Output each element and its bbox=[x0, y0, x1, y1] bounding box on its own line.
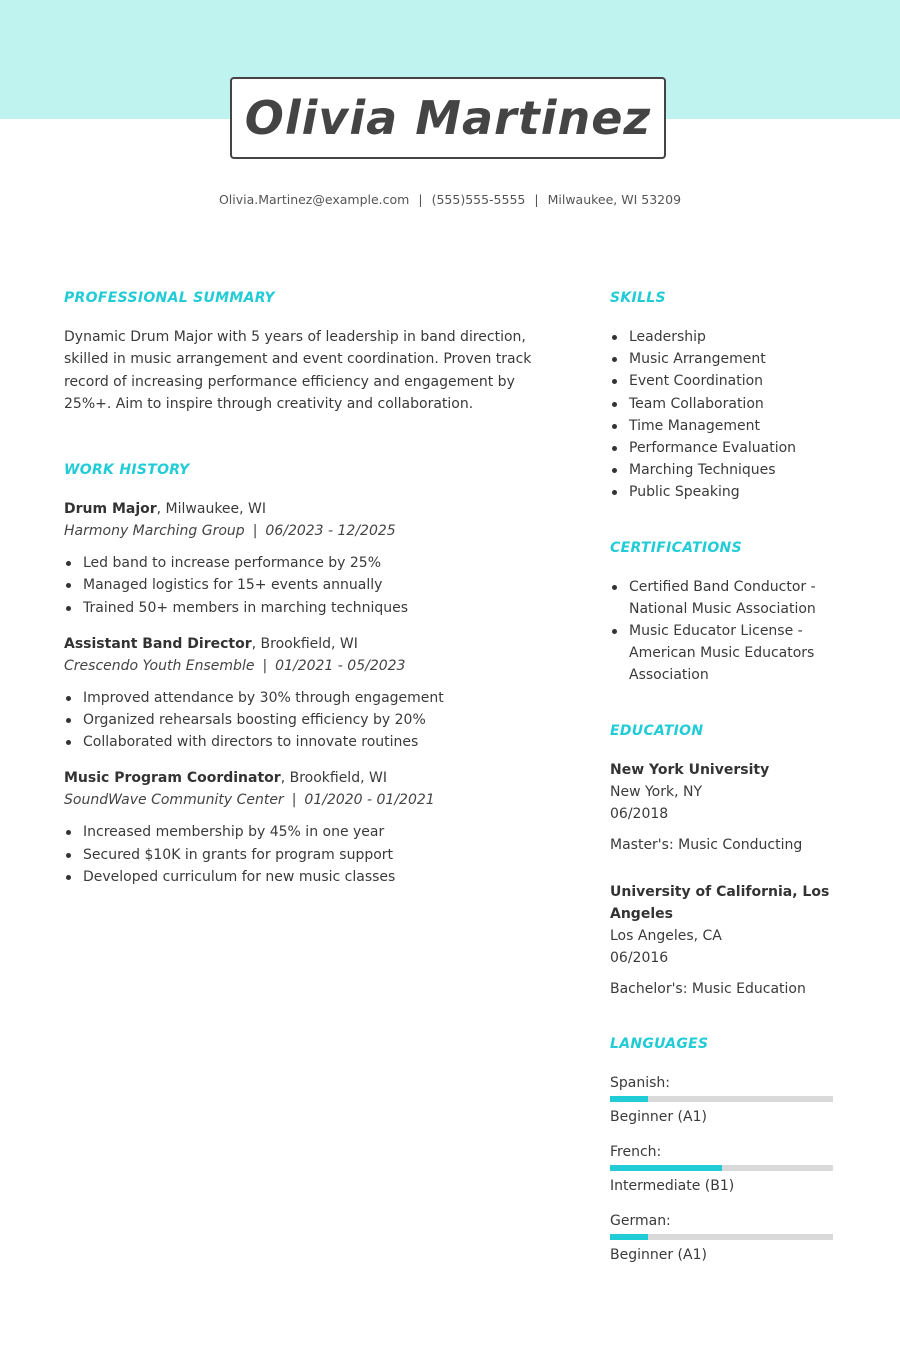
list-item: Public Speaking bbox=[610, 481, 840, 503]
main-column bbox=[64, 290, 554, 888]
education-heading: EDUCATION bbox=[610, 722, 704, 739]
job-bullets bbox=[64, 687, 554, 754]
job-bullets bbox=[64, 552, 554, 619]
list-item: Organized rehearsals boosting efficiency by 20% bbox=[64, 709, 554, 731]
job-dates: 01/2021 - 05/2023 bbox=[275, 657, 406, 674]
job-entry bbox=[64, 498, 554, 619]
education-entry bbox=[610, 881, 840, 1000]
job-dates: 06/2023 - 12/2025 bbox=[265, 523, 396, 540]
contact-email[interactable]: Olivia.Martinez@example.com bbox=[218, 192, 410, 207]
language-level: Beginner (A1) bbox=[610, 1108, 707, 1125]
contact-phone[interactable]: (555)555-5555 bbox=[431, 192, 526, 207]
list-item: Music Arrangement bbox=[610, 348, 840, 370]
sidebar-column bbox=[610, 290, 840, 1266]
school-location: New York, NY bbox=[610, 783, 703, 800]
job-entry bbox=[64, 633, 554, 754]
list-item: Music Educator License - American Music Educators Association bbox=[610, 620, 840, 687]
job-separator: | bbox=[291, 792, 297, 809]
certifications-section bbox=[610, 540, 840, 687]
contact-separator: | bbox=[534, 192, 539, 207]
languages-heading: LANGUAGES bbox=[610, 1035, 709, 1052]
job-company: Harmony Marching Group bbox=[64, 523, 245, 540]
list-item: Collaborated with directors to innovate routines bbox=[64, 731, 554, 753]
language-name: Spanish: bbox=[610, 1074, 670, 1091]
summary-text: Dynamic Drum Major with 5 years of leadership in band direction, skilled in music arrangement and event coordination. Proven track record of increasing performance efficiency and engagement by 25%+. Aim to inspire through creativity and collaboration. bbox=[64, 329, 532, 412]
job-bullets bbox=[64, 821, 554, 888]
language-proficiency-bar bbox=[610, 1234, 833, 1240]
language-name: German: bbox=[610, 1212, 671, 1229]
language-entry bbox=[610, 1210, 840, 1266]
certifications-list bbox=[610, 576, 840, 687]
list-item: Developed curriculum for new music classes bbox=[64, 866, 554, 888]
degree: Master's: Music Conducting bbox=[610, 836, 803, 853]
skills-list bbox=[610, 326, 840, 504]
language-entry bbox=[610, 1141, 840, 1197]
list-item: Improved attendance by 30% through engagement bbox=[64, 687, 554, 709]
contact-separator: | bbox=[418, 192, 423, 207]
languages-section bbox=[610, 1036, 840, 1266]
language-level: Beginner (A1) bbox=[610, 1246, 707, 1263]
degree: Bachelor's: Music Education bbox=[610, 980, 806, 997]
list-item: Leadership bbox=[610, 326, 840, 348]
list-item: Event Coordination bbox=[610, 370, 840, 392]
graduation-date: 06/2018 bbox=[610, 805, 669, 822]
language-proficiency-fill bbox=[610, 1234, 648, 1240]
list-item: Secured $10K in grants for program support bbox=[64, 844, 554, 866]
job-separator: | bbox=[252, 523, 258, 540]
language-proficiency-fill bbox=[610, 1096, 648, 1102]
list-item: Led band to increase performance by 25% bbox=[64, 552, 554, 574]
school-location: Los Angeles, CA bbox=[610, 927, 722, 944]
graduation-date: 06/2016 bbox=[610, 949, 669, 966]
job-entry bbox=[64, 767, 554, 888]
language-level: Intermediate (B1) bbox=[610, 1177, 735, 1194]
summary-section bbox=[64, 290, 554, 415]
candidate-name: Olivia Martinez bbox=[244, 91, 652, 145]
education-entry bbox=[610, 759, 840, 856]
language-entry bbox=[610, 1072, 840, 1128]
list-item: Certified Band Conductor - National Music Association bbox=[610, 576, 840, 620]
job-location: , Milwaukee, WI bbox=[156, 501, 267, 518]
language-proficiency-fill bbox=[610, 1165, 722, 1171]
job-location: , Brookfield, WI bbox=[280, 770, 387, 787]
list-item: Team Collaboration bbox=[610, 393, 840, 415]
language-proficiency-bar bbox=[610, 1096, 833, 1102]
school-name: University of California, Los Angeles bbox=[610, 883, 830, 922]
work-history-heading: WORK HISTORY bbox=[64, 462, 190, 479]
job-dates: 01/2020 - 01/2021 bbox=[304, 792, 435, 809]
language-name: French: bbox=[610, 1143, 662, 1160]
job-company: SoundWave Community Center bbox=[64, 792, 284, 809]
work-history-section bbox=[64, 462, 554, 888]
contact-line bbox=[0, 192, 900, 207]
certifications-heading: CERTIFICATIONS bbox=[610, 539, 742, 556]
job-separator: | bbox=[262, 657, 268, 674]
name-box bbox=[230, 77, 666, 159]
list-item: Time Management bbox=[610, 415, 840, 437]
skills-heading: SKILLS bbox=[610, 290, 666, 306]
school-name: New York University bbox=[610, 761, 770, 778]
job-company: Crescendo Youth Ensemble bbox=[64, 657, 255, 674]
skills-section bbox=[610, 290, 840, 504]
job-role: Drum Major bbox=[64, 501, 157, 518]
language-proficiency-bar bbox=[610, 1165, 833, 1171]
contact-location: Milwaukee, WI 53209 bbox=[547, 192, 682, 207]
education-section bbox=[610, 723, 840, 1000]
list-item: Performance Evaluation bbox=[610, 437, 840, 459]
job-role: Assistant Band Director bbox=[64, 635, 252, 652]
list-item: Marching Techniques bbox=[610, 459, 840, 481]
summary-heading: PROFESSIONAL SUMMARY bbox=[64, 290, 275, 306]
list-item: Managed logistics for 15+ events annually bbox=[64, 574, 554, 596]
list-item: Increased membership by 45% in one year bbox=[64, 821, 554, 843]
job-location: , Brookfield, WI bbox=[251, 635, 358, 652]
job-role: Music Program Coordinator bbox=[64, 770, 281, 787]
list-item: Trained 50+ members in marching techniques bbox=[64, 597, 554, 619]
